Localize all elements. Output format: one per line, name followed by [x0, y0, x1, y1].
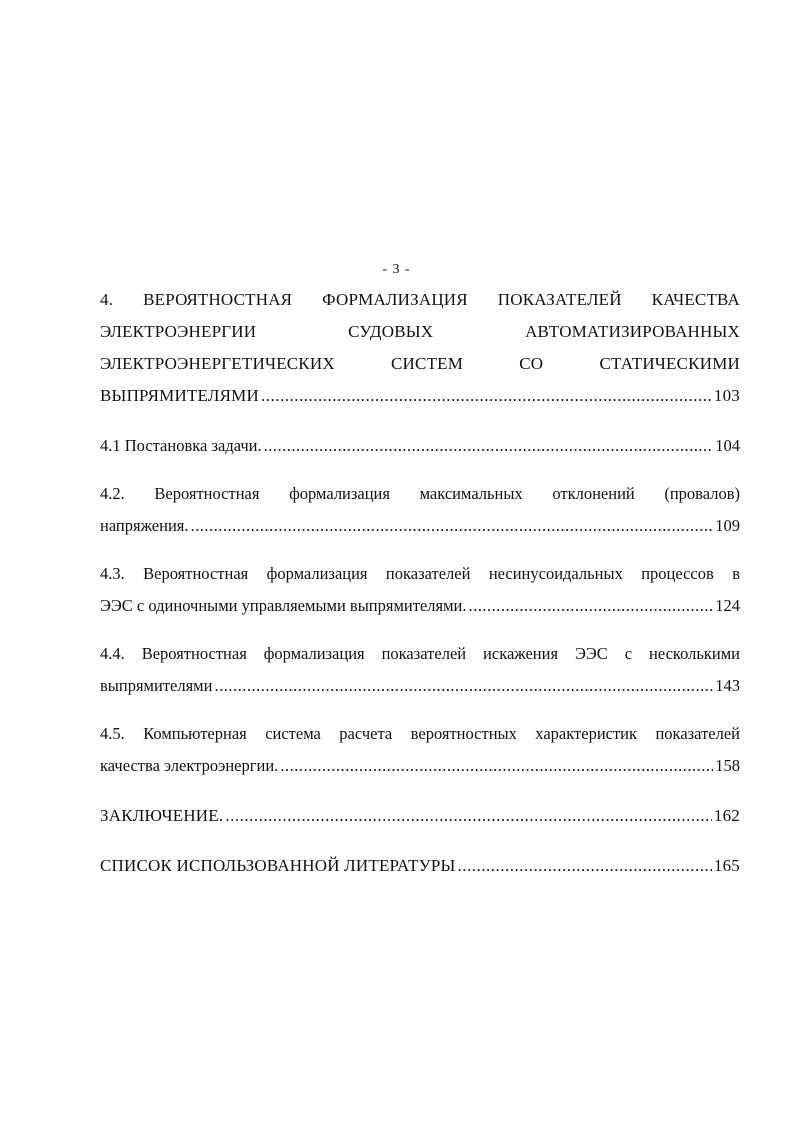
- toc-leader-dots: [214, 670, 713, 702]
- toc-line: 4.5. Компьютерная система расчета вероятностных характеристик показателей: [100, 724, 740, 743]
- toc-leader-dots: [261, 380, 712, 412]
- toc-entry-text: напряжения.: [100, 516, 189, 535]
- toc-last-line: [100, 750, 740, 782]
- toc-entry-4-5[interactable]: [100, 718, 740, 782]
- toc-entry-text: 4.1 Постановка задачи.: [100, 436, 262, 455]
- toc-line: ЭЛЕКТРОЭНЕРГЕТИЧЕСКИХ СИСТЕМ СО СТАТИЧЕСКИМИ: [100, 354, 740, 373]
- toc-line: ЭЛЕКТРОЭНЕРГИИ СУДОВЫХ АВТОМАТИЗИРОВАННЫХ: [100, 322, 740, 341]
- toc-entry-text: СПИСОК ИСПОЛЬЗОВАННОЙ ЛИТЕРАТУРЫ: [100, 856, 456, 875]
- toc-last-line: [100, 670, 740, 702]
- page-number: - 3 -: [382, 262, 411, 277]
- toc-entry-4-1[interactable]: [100, 430, 740, 462]
- toc-line: 4.3. Вероятностная формализация показателей несинусоидальных процессов в: [100, 564, 740, 583]
- toc-page-number: 124: [715, 596, 740, 615]
- toc-last-line: [100, 800, 740, 832]
- toc-entry-chapter-4[interactable]: [100, 284, 740, 412]
- table-of-contents: [100, 284, 740, 882]
- toc-leader-dots: [458, 850, 712, 882]
- toc-line: 4.4. Вероятностная формализация показателей искажения ЭЭС с несколькими: [100, 644, 740, 663]
- toc-entry-4-3[interactable]: [100, 558, 740, 622]
- toc-last-line: [100, 380, 740, 412]
- toc-entry-4-2[interactable]: [100, 478, 740, 542]
- toc-entry-text: ВЫПРЯМИТЕЛЯМИ: [100, 386, 259, 405]
- toc-page-number: 143: [715, 676, 740, 695]
- toc-leader-dots: [191, 510, 714, 542]
- toc-line: 4. ВЕРОЯТНОСТНАЯ ФОРМАЛИЗАЦИЯ ПОКАЗАТЕЛЕЙ КАЧЕСТВА: [100, 290, 740, 309]
- toc-page-number: 103: [713, 386, 740, 405]
- toc-page-number: 158: [715, 756, 740, 775]
- toc-entry-references[interactable]: [100, 850, 740, 882]
- toc-leader-dots: [469, 590, 714, 622]
- toc-page-number: 104: [715, 436, 740, 455]
- toc-entry-4-4[interactable]: [100, 638, 740, 702]
- toc-page-number: 162: [713, 806, 740, 825]
- toc-leader-dots: [264, 430, 714, 462]
- toc-entry-text: выпрямителями: [100, 676, 213, 695]
- toc-leader-dots: [280, 750, 713, 782]
- toc-last-line: [100, 430, 740, 462]
- toc-entry-text: качества электроэнергии.: [100, 756, 279, 775]
- toc-entry-text: ЗАКЛЮЧЕНИЕ.: [100, 806, 224, 825]
- toc-last-line: [100, 590, 740, 622]
- toc-entry-text: ЭЭС с одиночными управляемыми выпрямителями.: [100, 596, 467, 615]
- toc-last-line: [100, 510, 740, 542]
- toc-line: 4.2. Вероятностная формализация максимальных отклонений (провалов): [100, 484, 740, 503]
- toc-entry-conclusion[interactable]: [100, 800, 740, 832]
- toc-page-number: 109: [715, 516, 740, 535]
- toc-last-line: [100, 850, 740, 882]
- toc-page-number: 165: [713, 856, 740, 875]
- toc-leader-dots: [225, 800, 712, 832]
